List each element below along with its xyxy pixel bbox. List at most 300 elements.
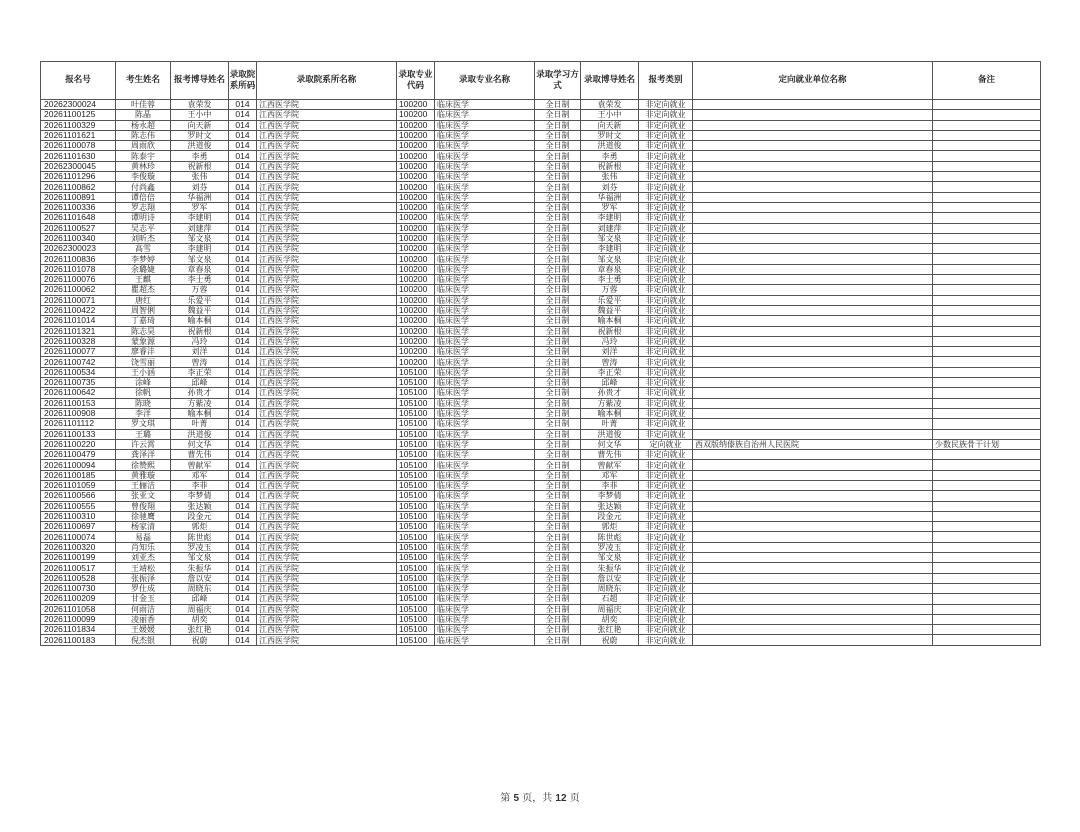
employer-cell: [693, 542, 933, 552]
table-row: [41, 367, 1041, 377]
student-name-cell: 丁嘉琦: [116, 316, 171, 326]
major-name-cell: 临床医学: [435, 141, 535, 151]
employer-cell: [693, 408, 933, 418]
table-row: [41, 419, 1041, 429]
reg-number-cell: 20261100336: [41, 202, 116, 212]
student-name-cell: 刘昕杰: [116, 233, 171, 243]
dept-code-cell: 014: [229, 151, 257, 161]
dept-code-cell: 014: [229, 192, 257, 202]
student-name-cell: 罗仕成: [116, 583, 171, 593]
applied-supervisor-cell: 陈世彪: [171, 532, 229, 542]
category-cell: 非定向就业: [639, 388, 693, 398]
remark-cell: [933, 244, 1041, 254]
student-name-cell: 陈晓: [116, 398, 171, 408]
admit-supervisor-cell: 张红艳: [581, 625, 639, 635]
reg-number-cell: 20261101078: [41, 264, 116, 274]
table-row: [41, 563, 1041, 573]
category-cell: 非定向就业: [639, 336, 693, 346]
employer-cell: [693, 172, 933, 182]
student-name-cell: 王靖松: [116, 563, 171, 573]
dept-name-cell: 江西医学院: [257, 583, 397, 593]
remark-cell: [933, 316, 1041, 326]
major-name-cell: 临床医学: [435, 233, 535, 243]
admit-supervisor-cell: 王小中: [581, 110, 639, 120]
study-mode-cell: 全日制: [535, 213, 581, 223]
remark-cell: [933, 141, 1041, 151]
admit-supervisor-cell: 李梦倩: [581, 491, 639, 501]
table-row: [41, 604, 1041, 614]
major-name-cell: 临床医学: [435, 357, 535, 367]
reg-number-cell: 20261100742: [41, 357, 116, 367]
admit-supervisor-cell: 李建明: [581, 213, 639, 223]
dept-name-cell: 江西医学院: [257, 161, 397, 171]
student-name-cell: 张振泽: [116, 573, 171, 583]
table-row: [41, 388, 1041, 398]
major-name-cell: 临床医学: [435, 491, 535, 501]
major-code-cell: 105100: [397, 625, 435, 635]
applied-supervisor-cell: 喻本桐: [171, 408, 229, 418]
applied-supervisor-cell: 祝新根: [171, 161, 229, 171]
admit-supervisor-cell: 章春泉: [581, 264, 639, 274]
reg-number-cell: 20261101621: [41, 130, 116, 140]
study-mode-cell: 全日制: [535, 563, 581, 573]
student-name-cell: 谭明诗: [116, 213, 171, 223]
employer-cell: [693, 316, 933, 326]
employer-cell: [693, 264, 933, 274]
major-name-cell: 临床医学: [435, 450, 535, 460]
admit-supervisor-cell: 李菲: [581, 480, 639, 490]
reg-number-cell: 20261100328: [41, 336, 116, 346]
category-cell: 非定向就业: [639, 244, 693, 254]
reg-number-cell: 20261100555: [41, 501, 116, 511]
reg-number-cell: 20261100199: [41, 553, 116, 563]
table-row: [41, 223, 1041, 233]
applied-supervisor-cell: 罗军: [171, 202, 229, 212]
employer-cell: [693, 254, 933, 264]
remark-cell: [933, 264, 1041, 274]
study-mode-cell: 全日制: [535, 336, 581, 346]
employer-cell: [693, 110, 933, 120]
admit-supervisor-cell: 周晓东: [581, 583, 639, 593]
study-mode-cell: 全日制: [535, 553, 581, 563]
student-name-cell: 徐帆: [116, 388, 171, 398]
dept-code-cell: 014: [229, 480, 257, 490]
category-cell: 非定向就业: [639, 295, 693, 305]
major-name-cell: 临床医学: [435, 275, 535, 285]
reg-number-cell: 20261100077: [41, 347, 116, 357]
category-cell: 非定向就业: [639, 573, 693, 583]
major-code-cell: 105100: [397, 480, 435, 490]
study-mode-cell: 全日制: [535, 161, 581, 171]
reg-number-cell: 20261100908: [41, 408, 116, 418]
applied-supervisor-cell: 祝蔚: [171, 635, 229, 645]
reg-number-cell: 20261100862: [41, 182, 116, 192]
admit-supervisor-cell: 乐爱平: [581, 295, 639, 305]
major-name-cell: 临床医学: [435, 378, 535, 388]
reg-number-cell: 20261101630: [41, 151, 116, 161]
remark-cell: [933, 563, 1041, 573]
student-name-cell: 付尚鑫: [116, 182, 171, 192]
table-row: [41, 553, 1041, 563]
dept-name-cell: 江西医学院: [257, 450, 397, 460]
category-cell: 非定向就业: [639, 429, 693, 439]
dept-name-cell: 江西医学院: [257, 388, 397, 398]
major-code-cell: 105100: [397, 542, 435, 552]
remark-cell: [933, 295, 1041, 305]
major-code-cell: 100200: [397, 151, 435, 161]
admit-supervisor-cell: 段金元: [581, 511, 639, 521]
student-name-cell: 龚泽洋: [116, 450, 171, 460]
dept-code-cell: 014: [229, 295, 257, 305]
major-code-cell: 100200: [397, 285, 435, 295]
student-name-cell: 叶佳蓉: [116, 100, 171, 110]
applied-supervisor-cell: 邹文泉: [171, 254, 229, 264]
applied-supervisor-cell: 李建明: [171, 244, 229, 254]
remark-cell: [933, 120, 1041, 130]
reg-number-cell: 20261100220: [41, 439, 116, 449]
header-cell: 录取学习方式: [535, 62, 581, 100]
table-row: [41, 625, 1041, 635]
admit-supervisor-cell: 张达颖: [581, 501, 639, 511]
employer-cell: [693, 501, 933, 511]
major-name-cell: 临床医学: [435, 336, 535, 346]
major-name-cell: 临床医学: [435, 573, 535, 583]
dept-name-cell: 江西医学院: [257, 182, 397, 192]
table-row: [41, 316, 1041, 326]
dept-name-cell: 江西医学院: [257, 357, 397, 367]
major-name-cell: 临床医学: [435, 532, 535, 542]
applied-supervisor-cell: 王小中: [171, 110, 229, 120]
admit-supervisor-cell: 邹文泉: [581, 233, 639, 243]
applied-supervisor-cell: 胡奕: [171, 614, 229, 624]
admit-supervisor-cell: 李勇: [581, 151, 639, 161]
dept-name-cell: 江西医学院: [257, 100, 397, 110]
student-name-cell: 李梦婷: [116, 254, 171, 264]
dept-name-cell: 江西医学院: [257, 511, 397, 521]
major-code-cell: 105100: [397, 522, 435, 532]
dept-code-cell: 014: [229, 408, 257, 418]
study-mode-cell: 全日制: [535, 295, 581, 305]
student-name-cell: 谭倍倍: [116, 192, 171, 202]
table-row: [41, 480, 1041, 490]
dept-code-cell: 014: [229, 285, 257, 295]
employer-cell: [693, 480, 933, 490]
dept-code-cell: 014: [229, 491, 257, 501]
dept-code-cell: 014: [229, 326, 257, 336]
remark-cell: [933, 326, 1041, 336]
employer-cell: [693, 450, 933, 460]
reg-number-cell: 20261100566: [41, 491, 116, 501]
major-code-cell: 105100: [397, 408, 435, 418]
employer-cell: [693, 398, 933, 408]
category-cell: 非定向就业: [639, 480, 693, 490]
remark-cell: [933, 398, 1041, 408]
major-code-cell: 100200: [397, 254, 435, 264]
employer-cell: [693, 635, 933, 645]
header-cell: 报考博导姓名: [171, 62, 229, 100]
study-mode-cell: 全日制: [535, 264, 581, 274]
dept-name-cell: 江西医学院: [257, 172, 397, 182]
remark-cell: [933, 305, 1041, 315]
major-name-cell: 临床医学: [435, 367, 535, 377]
study-mode-cell: 全日制: [535, 223, 581, 233]
remark-cell: [933, 182, 1041, 192]
employer-cell: [693, 347, 933, 357]
major-name-cell: 临床医学: [435, 542, 535, 552]
major-code-cell: 100200: [397, 264, 435, 274]
remark-cell: [933, 542, 1041, 552]
major-name-cell: 临床医学: [435, 285, 535, 295]
table-row: [41, 141, 1041, 151]
dept-name-cell: 江西医学院: [257, 573, 397, 583]
category-cell: 非定向就业: [639, 460, 693, 470]
remark-cell: [933, 100, 1041, 110]
reg-number-cell: 20261100133: [41, 429, 116, 439]
applied-supervisor-cell: 洪道俊: [171, 429, 229, 439]
applied-supervisor-cell: 孙贵才: [171, 388, 229, 398]
major-code-cell: 100200: [397, 233, 435, 243]
study-mode-cell: 全日制: [535, 491, 581, 501]
category-cell: 非定向就业: [639, 583, 693, 593]
study-mode-cell: 全日制: [535, 450, 581, 460]
admit-supervisor-cell: 何文华: [581, 439, 639, 449]
category-cell: 非定向就业: [639, 378, 693, 388]
student-name-cell: 余璐婕: [116, 264, 171, 274]
employer-cell: [693, 604, 933, 614]
reg-number-cell: 20261100534: [41, 367, 116, 377]
remark-cell: [933, 553, 1041, 563]
table-row: [41, 347, 1041, 357]
major-code-cell: 100200: [397, 182, 435, 192]
admit-supervisor-cell: 郭炬: [581, 522, 639, 532]
footer-page-number: 5: [513, 793, 520, 804]
applied-supervisor-cell: 张红艳: [171, 625, 229, 635]
student-name-cell: 涂峰: [116, 378, 171, 388]
dept-name-cell: 江西医学院: [257, 202, 397, 212]
student-name-cell: 瞿超杰: [116, 285, 171, 295]
major-name-cell: 临床医学: [435, 316, 535, 326]
category-cell: 非定向就业: [639, 233, 693, 243]
reg-number-cell: 20261101296: [41, 172, 116, 182]
reg-number-cell: 20261100697: [41, 522, 116, 532]
dept-code-cell: 014: [229, 233, 257, 243]
category-cell: 非定向就业: [639, 563, 693, 573]
student-name-cell: 杨家清: [116, 522, 171, 532]
remark-cell: [933, 233, 1041, 243]
remark-cell: [933, 460, 1041, 470]
dept-code-cell: 014: [229, 635, 257, 645]
employer-cell: [693, 419, 933, 429]
dept-code-cell: 014: [229, 532, 257, 542]
admit-supervisor-cell: 祝新根: [581, 161, 639, 171]
major-name-cell: 临床医学: [435, 583, 535, 593]
employer-cell: [693, 532, 933, 542]
header-cell: 录取院系所名称: [257, 62, 397, 100]
student-name-cell: 刘亚杰: [116, 553, 171, 563]
dept-code-cell: 014: [229, 305, 257, 315]
study-mode-cell: 全日制: [535, 192, 581, 202]
table-row: [41, 130, 1041, 140]
admit-supervisor-cell: 陈世彪: [581, 532, 639, 542]
category-cell: 非定向就业: [639, 275, 693, 285]
major-name-cell: 临床医学: [435, 563, 535, 573]
major-code-cell: 100200: [397, 213, 435, 223]
reg-number-cell: 20261100183: [41, 635, 116, 645]
remark-cell: [933, 223, 1041, 233]
study-mode-cell: 全日制: [535, 594, 581, 604]
study-mode-cell: 全日制: [535, 511, 581, 521]
category-cell: 非定向就业: [639, 347, 693, 357]
table-row: [41, 120, 1041, 130]
major-name-cell: 临床医学: [435, 295, 535, 305]
major-code-cell: 100200: [397, 141, 435, 151]
admit-supervisor-cell: 李建明: [581, 244, 639, 254]
major-name-cell: 临床医学: [435, 419, 535, 429]
applied-supervisor-cell: 曹先伟: [171, 450, 229, 460]
applied-supervisor-cell: 李建明: [171, 213, 229, 223]
major-name-cell: 临床医学: [435, 326, 535, 336]
category-cell: 非定向就业: [639, 553, 693, 563]
admit-supervisor-cell: 罗军: [581, 202, 639, 212]
reg-number-cell: 20261100642: [41, 388, 116, 398]
dept-code-cell: 014: [229, 110, 257, 120]
student-name-cell: 蒙象源: [116, 336, 171, 346]
dept-name-cell: 江西医学院: [257, 553, 397, 563]
major-name-cell: 临床医学: [435, 408, 535, 418]
table-row: [41, 295, 1041, 305]
table-row: [41, 522, 1041, 532]
major-code-cell: 100200: [397, 295, 435, 305]
study-mode-cell: 全日制: [535, 625, 581, 635]
major-code-cell: 105100: [397, 563, 435, 573]
dept-name-cell: 江西医学院: [257, 532, 397, 542]
major-name-cell: 临床医学: [435, 511, 535, 521]
employer-cell: [693, 141, 933, 151]
remark-cell: [933, 470, 1041, 480]
reg-number-cell: 20261101059: [41, 480, 116, 490]
footer-prefix: 第: [500, 793, 511, 804]
student-name-cell: 曾俊翔: [116, 501, 171, 511]
reg-number-cell: 20261100310: [41, 511, 116, 521]
dept-code-cell: 014: [229, 614, 257, 624]
major-code-cell: 100200: [397, 202, 435, 212]
admit-supervisor-cell: 喻本桐: [581, 316, 639, 326]
dept-code-cell: 014: [229, 604, 257, 614]
category-cell: 非定向就业: [639, 326, 693, 336]
major-name-cell: 临床医学: [435, 347, 535, 357]
major-name-cell: 临床医学: [435, 439, 535, 449]
major-code-cell: 105100: [397, 419, 435, 429]
study-mode-cell: 全日制: [535, 233, 581, 243]
student-name-cell: 陈志伟: [116, 130, 171, 140]
dept-code-cell: 014: [229, 100, 257, 110]
dept-code-cell: 014: [229, 511, 257, 521]
dept-name-cell: 江西医学院: [257, 295, 397, 305]
student-name-cell: 倪杰银: [116, 635, 171, 645]
table-row: [41, 275, 1041, 285]
table-row: [41, 460, 1041, 470]
applied-supervisor-cell: 李正荣: [171, 367, 229, 377]
remark-cell: [933, 573, 1041, 583]
category-cell: 非定向就业: [639, 182, 693, 192]
table-row: [41, 491, 1041, 501]
remark-cell: [933, 285, 1041, 295]
reg-number-cell: 20261100153: [41, 398, 116, 408]
employer-cell: [693, 295, 933, 305]
category-cell: 非定向就业: [639, 141, 693, 151]
category-cell: 非定向就业: [639, 635, 693, 645]
major-code-cell: 105100: [397, 573, 435, 583]
student-name-cell: 罗文琪: [116, 419, 171, 429]
student-name-cell: 何雨洁: [116, 604, 171, 614]
applied-supervisor-cell: 祝新根: [171, 326, 229, 336]
dept-code-cell: 014: [229, 275, 257, 285]
employer-cell: [693, 583, 933, 593]
admit-supervisor-cell: 孙贵才: [581, 388, 639, 398]
employer-cell: [693, 491, 933, 501]
employer-cell: [693, 460, 933, 470]
study-mode-cell: 全日制: [535, 130, 581, 140]
study-mode-cell: 全日制: [535, 635, 581, 645]
student-name-cell: 周雨欣: [116, 141, 171, 151]
admit-supervisor-cell: 冯玲: [581, 336, 639, 346]
student-name-cell: 廖睿沣: [116, 347, 171, 357]
admit-supervisor-cell: 袁荣发: [581, 100, 639, 110]
dept-name-cell: 江西医学院: [257, 213, 397, 223]
applied-supervisor-cell: 罗凌玉: [171, 542, 229, 552]
major-code-cell: 105100: [397, 429, 435, 439]
major-name-cell: 临床医学: [435, 388, 535, 398]
dept-name-cell: 江西医学院: [257, 305, 397, 315]
major-code-cell: 105100: [397, 604, 435, 614]
study-mode-cell: 全日制: [535, 480, 581, 490]
applied-supervisor-cell: 曾献军: [171, 460, 229, 470]
study-mode-cell: 全日制: [535, 305, 581, 315]
student-name-cell: 徐驰鹰: [116, 511, 171, 521]
category-cell: 非定向就业: [639, 532, 693, 542]
dept-name-cell: 江西医学院: [257, 244, 397, 254]
reg-number-cell: 20261101014: [41, 316, 116, 326]
employer-cell: [693, 244, 933, 254]
applied-supervisor-cell: 周晓东: [171, 583, 229, 593]
major-name-cell: 临床医学: [435, 213, 535, 223]
dept-name-cell: 江西医学院: [257, 110, 397, 120]
category-cell: 非定向就业: [639, 192, 693, 202]
study-mode-cell: 全日制: [535, 316, 581, 326]
student-name-cell: 易磊: [116, 532, 171, 542]
major-name-cell: 临床医学: [435, 100, 535, 110]
dept-code-cell: 014: [229, 429, 257, 439]
reg-number-cell: 20261100528: [41, 573, 116, 583]
applied-supervisor-cell: 华福洲: [171, 192, 229, 202]
admit-supervisor-cell: 石超: [581, 594, 639, 604]
student-name-cell: 罗志翔: [116, 202, 171, 212]
category-cell: 非定向就业: [639, 511, 693, 521]
remark-cell: [933, 614, 1041, 624]
major-code-cell: 105100: [397, 378, 435, 388]
footer-mid: 页，共: [522, 793, 553, 804]
major-name-cell: 临床医学: [435, 120, 535, 130]
dept-code-cell: 014: [229, 553, 257, 563]
category-cell: 非定向就业: [639, 522, 693, 532]
study-mode-cell: 全日制: [535, 398, 581, 408]
study-mode-cell: 全日制: [535, 604, 581, 614]
category-cell: 非定向就业: [639, 110, 693, 120]
header-cell: 录取博导姓名: [581, 62, 639, 100]
applied-supervisor-cell: 曾涛: [171, 357, 229, 367]
dept-code-cell: 014: [229, 172, 257, 182]
student-name-cell: 王俪洁: [116, 480, 171, 490]
